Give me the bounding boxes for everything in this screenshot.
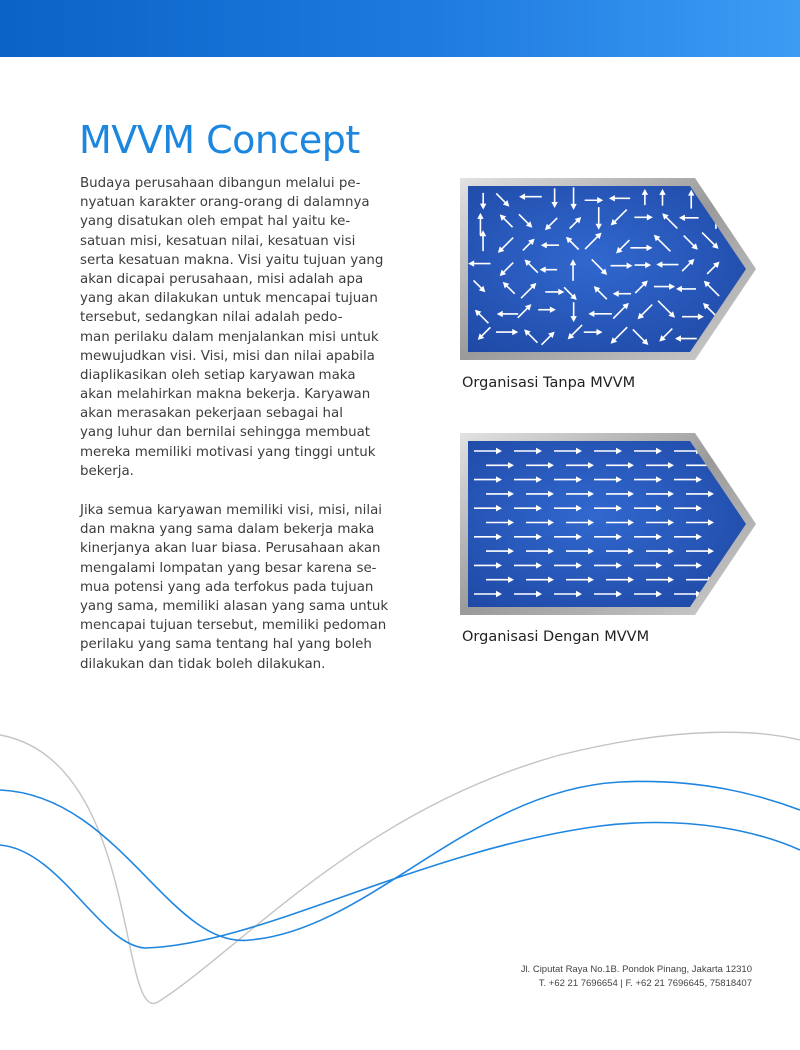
text-line: serta kesatuan makna. Visi yaitu tujuan yang bbox=[80, 252, 384, 268]
footer-address: Jl. Ciputat Raya No.1B. Pondok Pinang, Jakarta 12310 bbox=[520, 964, 752, 975]
page-title: MVVM Concept bbox=[79, 118, 360, 162]
text-line: Jika semua karyawan memiliki visi, misi, nilai bbox=[80, 503, 383, 518]
text-line: man perilaku dalam menjalankan misi untuk bbox=[80, 329, 379, 345]
diagram-fill bbox=[468, 186, 746, 352]
text-line: mereka memiliki motivasi yang tinggi untuk bbox=[80, 444, 376, 460]
text-line: mua potensi yang ada terfokus pada tujuan bbox=[80, 579, 374, 595]
text-line: kinerjanya akan luar biasa. Perusahaan akan bbox=[80, 541, 381, 557]
header-bar bbox=[0, 0, 800, 57]
diagram-without-mvvm bbox=[460, 178, 756, 360]
footer bbox=[521, 963, 752, 991]
diagram-caption: Organisasi Tanpa MVVM bbox=[462, 375, 636, 391]
text-line: nyatuan karakter orang-orang di dalamnya bbox=[80, 195, 370, 211]
paragraph bbox=[80, 501, 420, 674]
text-line: perilaku yang sama tentang hal yang boleh bbox=[80, 637, 372, 653]
diagram-with-mvvm bbox=[460, 433, 756, 615]
text-line: Budaya perusahaan dibangun melalui pe- bbox=[80, 176, 361, 191]
text-line: dan makna yang sama dalam bekerja maka bbox=[80, 522, 375, 538]
text-line: dilakukan dan tidak boleh dilakukan. bbox=[80, 656, 326, 672]
text-line: satuan misi, kesatuan nilai, kesatuan visi bbox=[80, 233, 356, 249]
paragraph bbox=[80, 174, 420, 481]
text-line: diaplikasikan oleh setiap karyawan maka bbox=[80, 367, 356, 383]
aligned-arrows-diagram bbox=[460, 433, 756, 615]
text-line: bekerja. bbox=[80, 463, 134, 479]
text-line: yang luhur dan bernilai sehingga membuat bbox=[80, 425, 371, 441]
random-arrows-diagram bbox=[460, 178, 756, 360]
text-line: yang akan dilakukan untuk mencapai tujuan bbox=[80, 291, 378, 307]
decorative-waves bbox=[0, 700, 800, 1050]
text-line: yang disatukan oleh empat hal yaitu ke- bbox=[80, 214, 351, 230]
text-line: mengalami lompatan yang besar karena se- bbox=[80, 560, 377, 576]
text-line: tersebut, sedangkan nilai adalah pedo- bbox=[80, 310, 343, 326]
text-line: mewujudkan visi. Visi, misi dan nilai apabila bbox=[80, 348, 375, 364]
diagram-caption: Organisasi Dengan MVVM bbox=[462, 629, 650, 645]
text-line: mencapai tujuan tersebut, memiliki pedoman bbox=[80, 618, 387, 634]
text-line: akan dicapai perusahaan, misi adalah apa bbox=[80, 271, 364, 287]
text-line: yang sama, memiliki alasan yang sama untuk bbox=[80, 598, 389, 614]
footer-phones: T. +62 21 7696654 | F. +62 21 7696645, 75818407 bbox=[538, 978, 752, 989]
body-text bbox=[80, 174, 420, 674]
text-line: akan melahirkan makna bekerja. Karyawan bbox=[80, 387, 371, 403]
wave-blue-2 bbox=[0, 823, 800, 948]
wave-blue-1 bbox=[0, 781, 800, 940]
text-line: akan merasakan pekerjaan sebagai hal bbox=[80, 406, 343, 422]
